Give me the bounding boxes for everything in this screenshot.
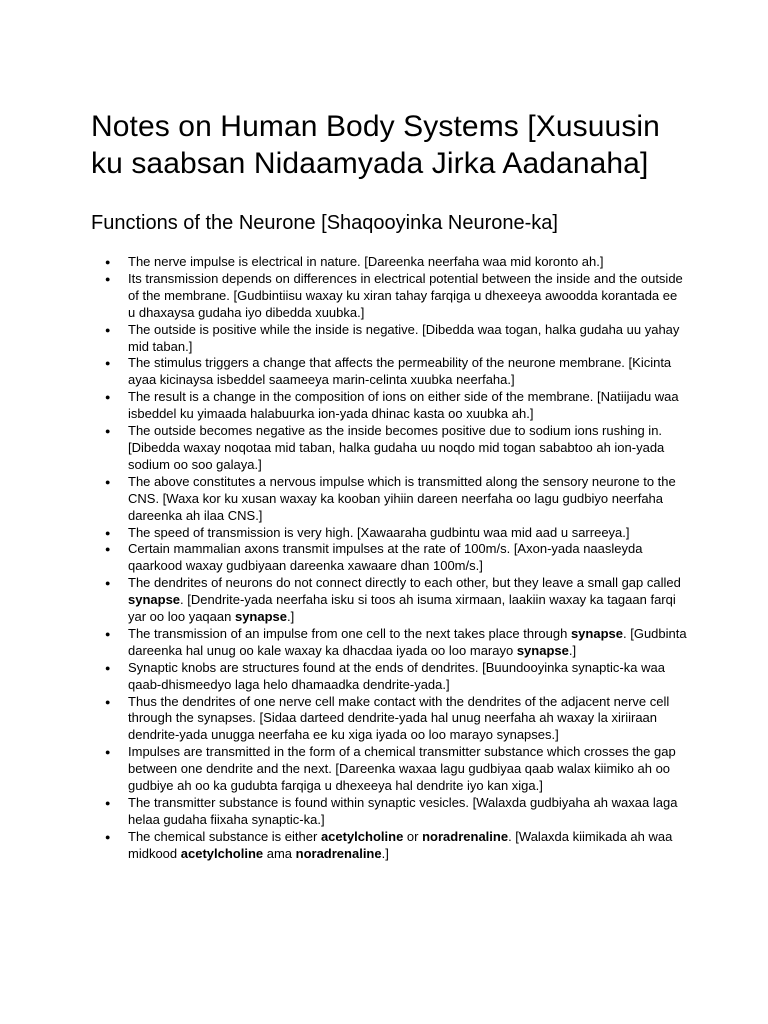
bullet-icon: ● (105, 392, 111, 403)
list-item-text: Certain mammalian axons transmit impulses at the rate of 100m/s. [Axon-yada naasleyda qaarkood waxay gudbiyaan dareenka xawaare dhan 100m/s.] (128, 541, 643, 574)
list-item-text: The stimulus triggers a change that affects the permeability of the neurone membrane. [Kicinta ayaa kicinaysa isbeddel saameeya marin-celinta xuubka neerfaha.] (128, 355, 672, 388)
bold-term: synapse (516, 642, 569, 658)
list-item-text: The above constitutes a nervous impulse which is transmitted along the sensory neurone to the CNS. [Waxa kor ku xusan waxay ka kooban yihiin dareen neerfaha oo lagu gudbiyo neerfaha dareenka ah ilaa CNS.] (128, 473, 676, 523)
list-item-text: Its transmission depends on differences in electrical potential between the inside and the outside of the membrane. [Gudbintiisu waxay ku xiran tahay farqiga u dhexeeya awoodda korantada ee u dhaxaysa gudaha iyo dibedda xuubka.] (128, 270, 683, 320)
list-item-text: . [Dendrite-yada neerfaha isku si toos ah isuma xirmaan, laakiin waxay ka tagaan farqi yar oo loo yaqaan (128, 592, 676, 625)
list-item-text: . [Walaxda kiimikada ah waa midkood (128, 828, 673, 861)
list-item-text: The outside becomes negative as the inside becomes positive due to sodium ions rushing in. [Dibedda waxay noqotaa mid taban, halka gudaha uu noqdo mid togan sababtoo ah ion-yada sodium oo soo galaya.] (128, 423, 665, 472)
bullet-icon: ● (105, 798, 111, 808)
bullet-icon: ● (105, 544, 111, 555)
bullet-icon: ● (105, 696, 111, 707)
list-item (91, 355, 688, 389)
list-item-text: The transmitter substance is found within synaptic vesicles. [Walaxda gudbiyaha ah waxaa laga helaa gudaha fiixaha synaptic-ka.] (128, 795, 678, 827)
bold-term: noradrenaline (295, 845, 382, 861)
bold-term: synapse (128, 592, 181, 608)
list-item (91, 541, 688, 575)
list-item (91, 575, 688, 626)
list-item-text: The dendrites of neurons do not connect directly to each other, but they leave a small gap called (128, 575, 681, 591)
bullet-icon: ● (105, 273, 111, 284)
list-item (91, 254, 688, 271)
list-item-text: The chemical substance is either (128, 828, 321, 844)
list-item (91, 322, 688, 356)
bold-term: acetylcholine (180, 845, 264, 861)
list-item (91, 744, 688, 795)
bullet-icon: ● (105, 662, 111, 673)
bullet-icon: ● (105, 747, 111, 758)
bullet-icon: ● (105, 324, 111, 335)
list-item (91, 660, 688, 694)
list-item-text: ama (263, 845, 296, 861)
bold-term: synapse (234, 609, 288, 625)
list-item-text: The outside is positive while the inside is negative. [Dibedda waa togan, halka gudaha uu yahay mid taban.] (128, 321, 680, 354)
bold-term: synapse (570, 625, 623, 641)
list-item-text: The speed of transmission is very high. [Xawaaraha gudbintu waa mid aad u sarreeya.] (128, 524, 630, 540)
bullet-icon: ● (105, 831, 111, 842)
list-item-text: The nerve impulse is electrical in nature. [Dareenka neerfaha waa mid koronto ah.] (128, 254, 604, 269)
list-item-text: Thus the dendrites of one nerve cell make contact with the dendrites of the adjacent nerve cell through the synapses. [Sidaa darteed dendrite-yada hal unug neerfaha ah waxay la xiriiraan dendrite-yada unugga neerfaha ee ku xiga iyada oo loo marayo synapses.] (128, 693, 670, 743)
list-item-text: or (403, 828, 423, 844)
bullet-icon: ● (105, 476, 111, 487)
list-item (91, 795, 688, 829)
list-item (91, 423, 688, 474)
list-item (91, 525, 688, 542)
bullet-icon: ● (105, 257, 111, 267)
bullet-icon: ● (105, 578, 111, 589)
bold-term: noradrenaline (422, 828, 509, 844)
page-title: Notes on Human Body Systems [Xusuusin ku saabsan Nidaamyada Jirka Aadanaha] (91, 110, 660, 180)
notes-list (91, 254, 688, 863)
list-item-text: .] (381, 845, 389, 861)
list-item (91, 626, 688, 660)
list-item (91, 389, 688, 423)
list-item (91, 271, 688, 322)
list-item-text: Impulses are transmitted in the form of a chemical transmitter substance which crosses the gap between one dendrite and the next. [Dareenka waxaa lagu gudbiyaa qaab walax kiimiko ah oo gudbiye ah oo ka gudubta farqiga u dhexeeya hal dendrite iyo kan xiga.] (128, 744, 676, 794)
list-item-text: The result is a change in the composition of ions on either side of the membrane. [Natiijadu waa isbeddel ku yimaada halabuurka ion-yada dhinac kasta oo xuubka ah.] (128, 389, 679, 422)
list-item (91, 474, 688, 525)
bullet-icon: ● (105, 628, 111, 639)
bullet-icon: ● (105, 426, 111, 437)
list-item-text: .] (287, 609, 295, 625)
list-item (91, 694, 688, 745)
list-item-text: .] (568, 642, 577, 658)
list-item-text: . [Gudbinta dareenka hal unug oo kale waxay ka dhacdaa iyada oo loo marayo (128, 625, 687, 658)
bullet-icon: ● (105, 358, 111, 369)
bullet-icon: ● (105, 527, 111, 538)
section-heading: Functions of the Neurone [Shaqooyinka Neurone-ka] (91, 212, 558, 234)
bold-term: acetylcholine (320, 828, 404, 844)
list-item-text: Synaptic knobs are structures found at the ends of dendrites. [Buundooyinka synaptic-ka waa qaab-dhismeedyo laga helo dhamaadka dendrite-yada.] (128, 659, 665, 692)
list-item-text: The transmission of an impulse from one cell to the next takes place through (128, 625, 571, 641)
list-item (91, 829, 688, 863)
